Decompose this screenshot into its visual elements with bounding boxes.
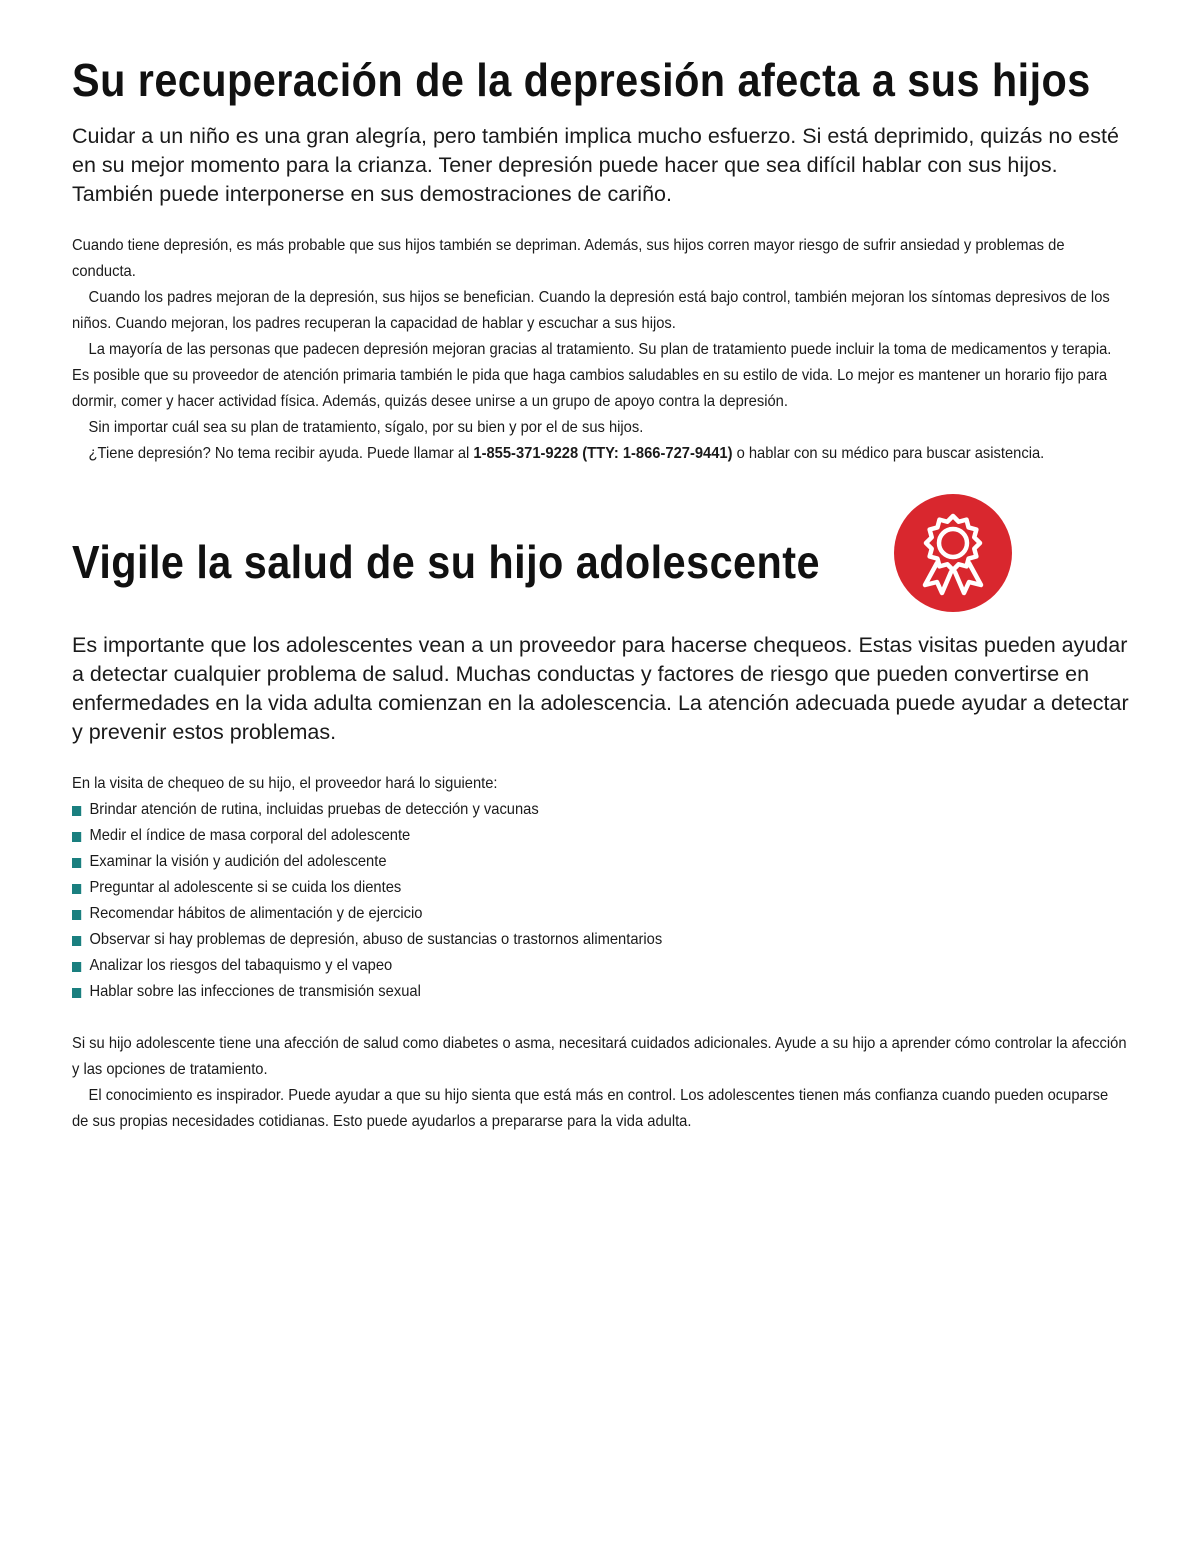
checkup-list-item: Brindar atención de rutina, incluidas pruebas de detección y vacunas [72, 797, 1128, 823]
teen-paragraph-1: Si su hijo adolescente tiene una afección de salud como diabetes o asma, necesitará cuidados adicionales. Ayude a su hijo a aprender cómo controlar la afección y las opciones de tratamiento. [72, 1035, 1127, 1078]
teen-body-text [72, 771, 1128, 1135]
help-text-before: ¿Tiene depresión? No tema recibir ayuda. Puede llamar al [88, 445, 474, 462]
depression-section-title: Su recuperación de la depresión afecta a sus hijos [72, 54, 1091, 106]
checkup-list-item: Preguntar al adolescente si se cuida los dientes [72, 875, 1128, 901]
depression-paragraph-1: Cuando tiene depresión, es más probable que sus hijos también se depriman. Además, sus hijos corren mayor riesgo de sufrir ansiedad y problemas de conducta. [72, 237, 1065, 280]
depression-section [72, 52, 1130, 467]
square-bullet-icon [72, 910, 81, 920]
square-bullet-icon [72, 832, 81, 842]
depression-paragraph-3: La mayoría de las personas que padecen depresión mejoran gracias al tratamiento. Su plan de tratamiento puede incluir la toma de medicamentos y terapia. Es posible que su proveedor de atención primaria también le pida que haga cambios saludables en su estilo de vida. Lo mejor es mantener un horario fijo para dormir, comer y hacer actividad física. Además, quizás desee unirse a un grupo de apoyo contra la depresión. [72, 341, 1112, 410]
depression-body-text [72, 233, 1128, 467]
square-bullet-icon [72, 936, 81, 946]
teen-section-title: Vigile la salud de su hijo adolescente [72, 536, 820, 588]
teen-health-section [72, 497, 1130, 1135]
spacer [72, 1005, 1128, 1031]
checkup-list-item: Observar si hay problemas de depresión, abuso de sustancias o trastornos alimentarios [72, 927, 1128, 953]
checkup-list-item: Hablar sobre las infecciones de transmisión sexual [72, 979, 1128, 1005]
teen-lead-paragraph: Es importante que los adolescentes vean a un proveedor para hacerse chequeos. Estas visitas pueden ayudar a detectar cualquier problema de salud. Muchas conductas y factores de riesgo que pueden convertirse en enfermedades en la vida adulta comienzan en la adolescencia. La atención adecuada puede ayudar a detectar y prevenir estos problemas. [72, 633, 1129, 744]
square-bullet-icon [72, 962, 81, 972]
teen-paragraph-2: El conocimiento es inspirador. Puede ayudar a que su hijo sienta que está más en control. Los adolescentes tienen más confianza cuando pueden ocuparse de sus propias necesidades cotidianas. Esto puede ayudarlos a prepararse para la vida adulta. [72, 1087, 1109, 1130]
help-text-after: o hablar con su médico para buscar asistencia. [732, 445, 1045, 462]
checkup-list [72, 797, 1128, 1005]
square-bullet-icon [72, 806, 81, 816]
depression-paragraph-4: Sin importar cuál sea su plan de tratamiento, sígalo, por su bien y por el de sus hijos. [88, 419, 644, 436]
square-bullet-icon [72, 988, 81, 998]
checkup-list-item: Examinar la visión y audición del adolescente [72, 849, 1128, 875]
checkup-list-intro: En la visita de chequeo de su hijo, el proveedor hará lo siguiente: [72, 775, 498, 792]
depression-paragraph-2: Cuando los padres mejoran de la depresión, sus hijos se benefician. Cuando la depresión está bajo control, también mejoran los síntomas depresivos de los niños. Cuando mejoran, los padres recuperan la capacidad de hablar y escuchar a sus hijos. [72, 289, 1110, 332]
help-phone-numbers: 1-855-371-9228 (TTY: 1-866-727-9441) [473, 445, 733, 462]
checkup-list-item: Medir el índice de masa corporal del adolescente [72, 823, 1128, 849]
depression-lead-paragraph: Cuidar a un niño es una gran alegría, pero también implica mucho esfuerzo. Si está deprimido, quizás no esté en su mejor momento para la crianza. Tener depresión puede hacer que sea difícil hablar con sus hijos. También puede interponerse en sus demostraciones de cariño. [72, 124, 1119, 206]
square-bullet-icon [72, 858, 81, 868]
depression-paragraph-help [72, 441, 1128, 467]
square-bullet-icon [72, 884, 81, 894]
award-ribbon-icon [893, 493, 1013, 613]
checkup-list-item: Analizar los riesgos del tabaquismo y el vapeo [72, 953, 1128, 979]
checkup-list-item: Recomendar hábitos de alimentación y de ejercicio [72, 901, 1128, 927]
teen-title-row [72, 497, 1130, 627]
